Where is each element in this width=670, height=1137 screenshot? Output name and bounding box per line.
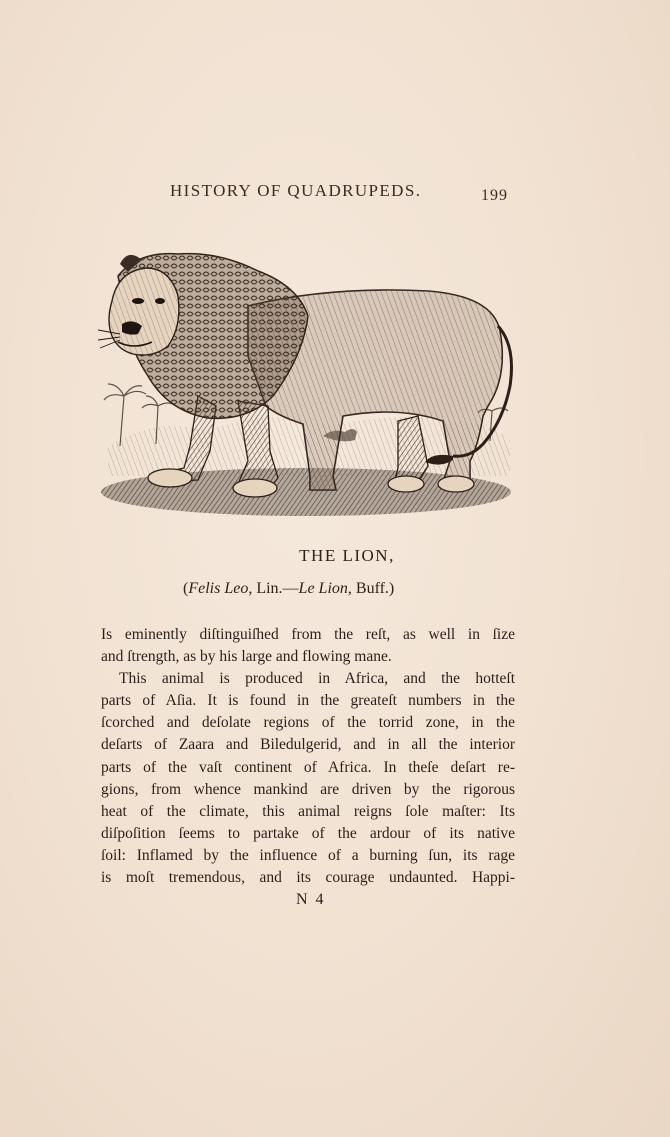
body-line: is moſt tremendous, and its courage undaunted. Happi-: [101, 869, 515, 887]
engraver-monogram: TB: [484, 474, 496, 484]
body-line: Is eminently diſtinguiſhed from the reſt, as well in ſize: [101, 626, 515, 643]
body-line: deſarts of Zaara and Biledulgerid, and in all the interior: [101, 736, 515, 754]
article-title: THE LION,: [299, 546, 395, 565]
lion-engraving-icon: [98, 246, 518, 526]
page-number: 199: [481, 187, 508, 204]
body-line: parts of the vaſt continent of Africa. In theſe deſart re-: [101, 758, 515, 776]
body-line: heat of the climate, this animal reigns ſole maſter: Its: [101, 802, 515, 820]
body-line: ſoil: Inflamed by the influence of a burning ſun, its rage: [101, 846, 515, 864]
signature-mark: N 4: [296, 891, 326, 908]
body-line: and ſtrength, as by his large and flowing mane.: [101, 648, 392, 666]
body-line: diſpoſition ſeems to partake of the ardour of its native: [101, 824, 515, 842]
running-head-title: HISTORY OF QUADRUPEDS.: [170, 181, 422, 200]
article-body: [101, 624, 515, 889]
body-line: parts of Aſia. It is found in the greateſt numbers in the: [101, 692, 515, 710]
body-line: ſcorched and deſolate regions of the torrid zone, in the: [101, 714, 515, 732]
body-line: gions, from whence mankind are driven by the rigorous: [101, 780, 515, 798]
article-subtitle: (Felis Leo, Lin.—Le Lion, Buff.): [183, 580, 395, 597]
body-line: This animal is produced in Africa, and the hotteſt: [119, 670, 515, 688]
